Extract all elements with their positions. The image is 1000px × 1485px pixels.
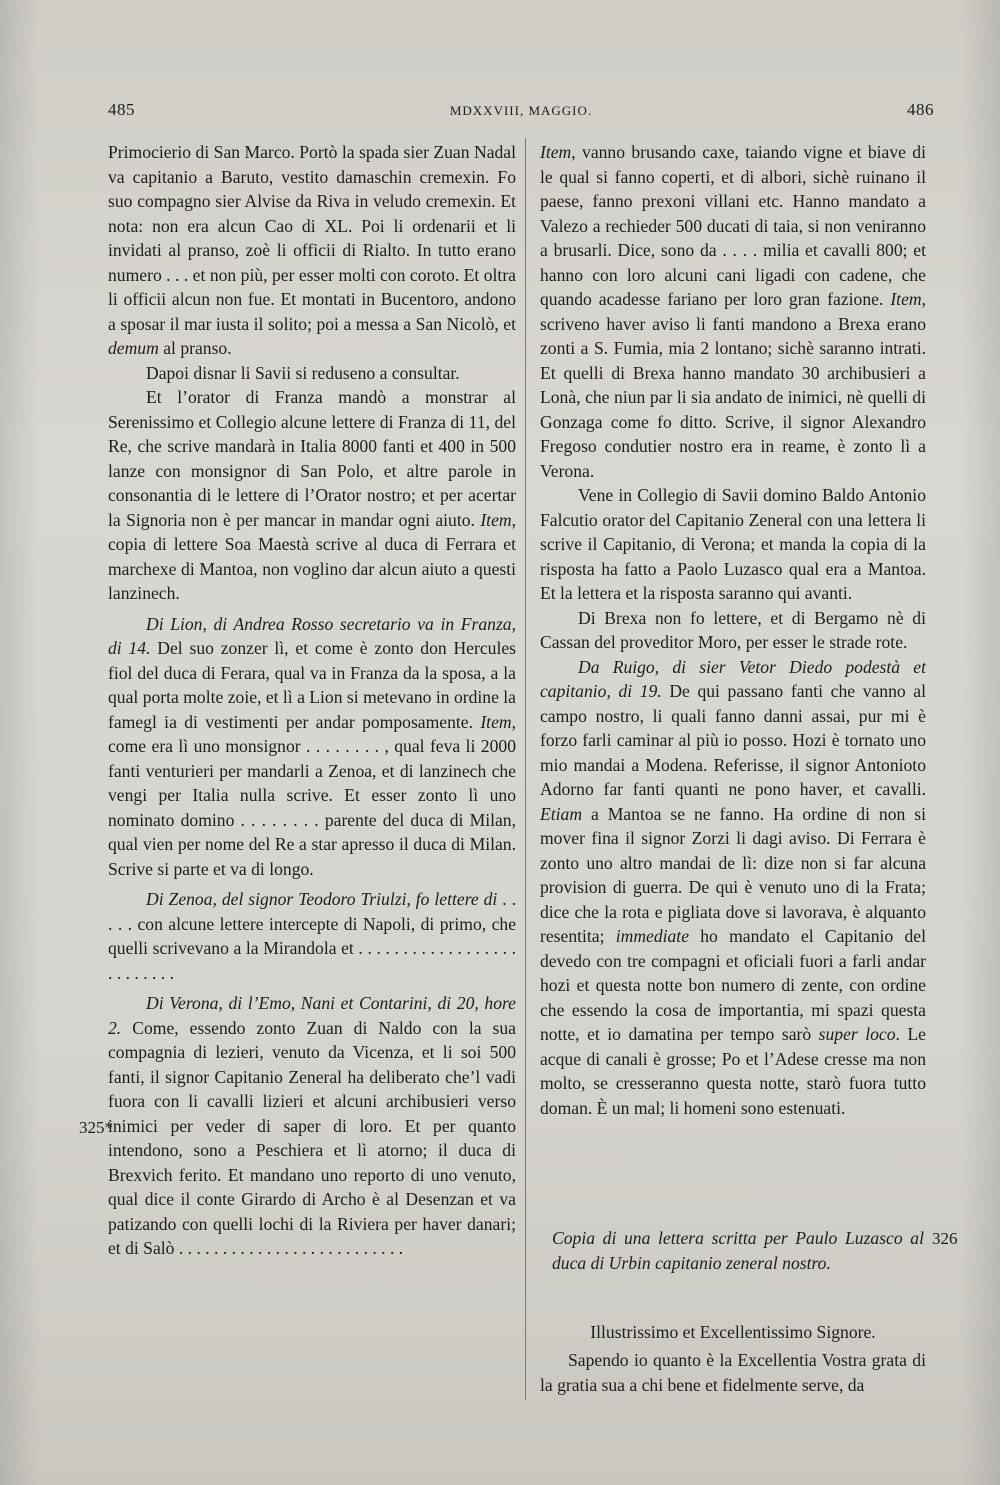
left-paragraph: Di Lion, di Andrea Rosso secretario va in Franza, di 14. Del suo zonzer lì, et come è zonto don Hercules fiol del duca di Ferara, qual va in Franza da la sposa, a la qual porta molte zoie, et lì a Lion si metevano in ordine la famegl ia di vestimenti per andar pomposamente. Item, come era lì uno monsignor . . . . . . . . , qual feva li 2000 fanti venturieri per mandarli a Zenoa, et di lanzinech che vengi per Italia nulla scrive. Et esser zonto lì uno nominato domino . . . . . . . . parente del duca di Milan, qual vien per nome del Re a star apresso il duca di Milan. Scrive si parte et va di longo. [108, 613, 516, 879]
left-paragraph: Et l’orator di Franza mandò a monstrar al Serenissimo et Collegio alcune lettere di Franza di 11, del Re, che scrive mandarà in Italia 8000 fanti et 400 in 500 lanze con monsignor di San Polo, et altre parole in consonantia di le lettere di l’Orator nostro; et per acertar la Signoria non è per mancar in mandar ogni aiuto. Item, copia di lettere Soa Maestà scrive al duca di Ferrara et marchexe di Mantoa, non voglino dar alcun aiuto a questi lanzinech. [108, 387, 516, 603]
page-number-right: 486 [907, 100, 934, 119]
left-column [108, 140, 516, 1261]
left-paragraph: Di Zenoa, del signor Teodoro Triulzi, fo lettere di . . . . . con alcune lettere intercepte di Napoli, di primo, che quelli scrivevano a la Mirandola et . . . . . . . . . . . . . . . . . . . . . . . . . . [108, 889, 516, 983]
letter-body-paragraph: Sapendo io quanto è la Excellentia Vostra grata di la gratia sua a chi bene et fidelmente serve, da [540, 1350, 926, 1395]
column-divider [525, 138, 526, 1400]
left-paragraph: Primocierio di San Marco. Portò la spada sier Zuan Nadal va capitanio a Baruto, vestito damaschin cremexin. Fo suo compagno sier Alvise da Riva in veludo cremexin. Et nota: non era alcun Cao di XL. Poi li ordenarii et li invidati al pranso, zoè li officii di Rialto. In tutto erano numero . . . et non più, per esser molti con coroto. Et oltra li officii alcun non fue. Et montati in Bucentoro, andono a sposar il mar iusta il solito; poi a messa a San Nicolò, et demum al pranso. [108, 142, 516, 358]
right-column [540, 140, 926, 1120]
right-paragraph: Vene in Collegio di Savii domino Baldo Antonio Falcutio orator del Capitanio Zeneral con una lettera li scrive il Capitanio, di Verona; et manda la copia di la risposta ha fatto a Paolo Luzasco qual era a Mantoa. Et la lettera et la risposta saranno qui avanti. [540, 485, 926, 603]
margin-marker-left: 325* [79, 1118, 113, 1137]
letter-salutation: Illustrissimo et Excellentissimo Signore. [590, 1322, 876, 1342]
left-paragraph: Di Verona, di l’Emo, Nani et Contarini, di 20, hore 2. Come, essendo zonto Zuan di Naldo con la sua compagnia di lezieri, venuto da Vicenza, et li soi 500 fanti, il signor Capitanio Zeneral ha deliberato che’l vadi fuora con li cavalli lizieri et alcuni archibusieri verso inimici per veder di saper di loro. Et per quanto intendono, sono a Peschiera et lì atorno; il duca di Brexvich ferito. Et mandano uno reporto di uno venuto, qual dice il conte Girardo di Archo è al Desenzan et va patizando con quelli lochi di la Riviera per haver danari; et di Salò . . . . . . . . . . . . . . . . . . . . . . . . . . [108, 993, 516, 1258]
running-title: MDXXVIII, MAGGIO. [449, 103, 593, 118]
right-paragraph: Item, vanno brusando caxe, taiando vigne et biave di le qual si fanno coperti, et di albori, sichè ruinano il paese, fanno prexoni villani etc. Hanno mandato a Valezo a rechieder 500 ducati di taia, si non veniranno a brusarli. Dice, sono da . . . . milia et cavalli 800; et hanno con loro alcuni cani ligadi con cadene, che quando acadesse fariano per loro gran fazione. Item, scriveno haver aviso li fanti mandono a Brexa erano zonti a S. Fumia, mia 2 lontano; sichè saranno intrati. Et quelli di Brexa hanno mandato 30 archibusieri a Lonà, che niun par li sia andato de inimici, nè quelli di Gonzaga come fo ditto. Scrive, il signor Alexandro Fregoso condutier nostro era in reame, è zonto lì a Verona. [540, 142, 926, 481]
margin-marker-right: 326 [932, 1229, 958, 1248]
right-paragraph: Da Ruigo, di sier Vetor Diedo podestà et capitanio, di 19. De qui passano fanti che vanno al campo nostro, li quali fanno danni assai, pur mi è forzo farli caminar al più io posso. Hozi è tornato uno mio mandai a Modena. Referisse, il signor Antonioto Adorno far fanti quanti ne pono haver, et cavalli. Etiam a Mantoa se ne fanno. Ha ordine di non si mover fina il signor Zorzi li dagi aviso. Di Ferrara è zonto uno altro mandai de lì: dize non si far alcuna provision di guerra. De qui è venuto uno di la Frata; dice che la rota e pigliata dove si lavorava, è alquanto resentita; immediate ho mandato el Capitanio del devedo con tre compagni et oficiali fuori a farli andar hozi et questa notte bon numero di zente, con ordine che essendo la cosa de importantia, mi spazi questa notte, et io damatina per tempo sarò super loco. Le acque di canali è grosse; Po et l’Adese cresse ma non molto, se cresseranno questa notte, starò fuora tutto doman. È un mal; li homeni sono estenuati. [540, 656, 926, 1118]
letter-title: Copia di una lettera scritta per Paulo Luzasco al duca di Urbin capitanio zeneral nostro. [552, 1228, 924, 1273]
letter-body [540, 1348, 926, 1397]
page-number-left: 485 [108, 100, 135, 119]
right-paragraph: Di Brexa non fo lettere, et di Bergamo nè di Cassan del proveditor Moro, per esser le strade rote. [540, 607, 926, 652]
page-header [108, 100, 934, 126]
left-paragraph: Dapoi disnar li Savii si reduseno a consultar. [146, 362, 460, 383]
